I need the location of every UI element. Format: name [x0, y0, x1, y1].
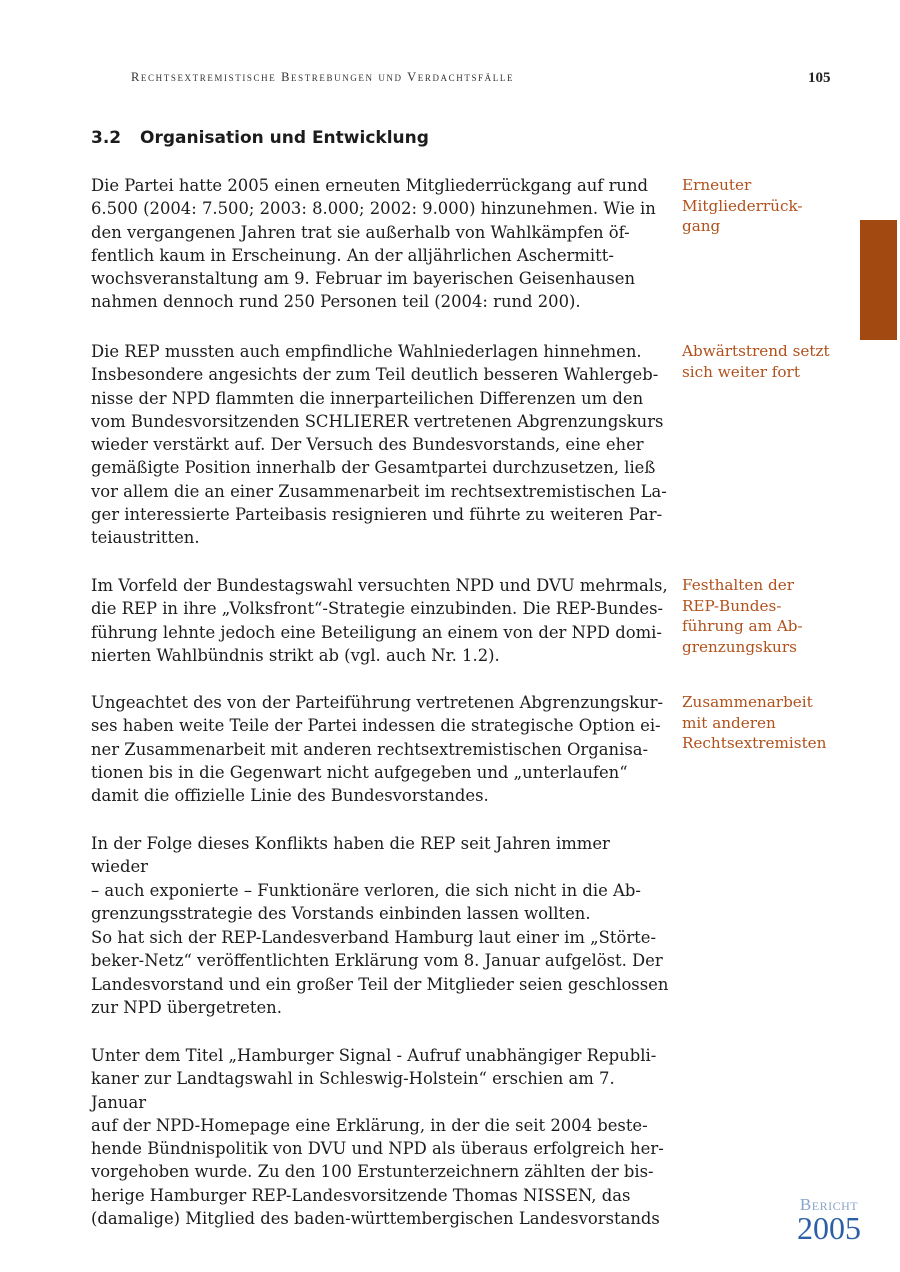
section-number: 3.2	[91, 128, 122, 148]
report-logo-label: Bericht	[799, 1195, 859, 1214]
margin-note-cooperation: Zusammenarbeit mit anderen Rechtsextremisten	[682, 693, 827, 752]
paragraph-hamburger-signal: Unter dem Titel „Hamburger Signal - Aufruf unabhängiger Republi- kaner zur Landtagswahl in Schleswig-Holstein“ erschien am 7. Januar auf der NPD-Homepage eine Erklärung, in der die seit 2004 beste- hende Bündnispolitik von DVU und NPD als überaus erfolgreich her- vorgehoben wurde. Zu den 100 Erstunterzeichnern zählten der bis- herige Hamburger REP-Landesvorsitzende Thomas NISSEN, das (damalige) Mitglied des baden-württembergischen Landesvorstands	[91, 1046, 664, 1229]
margin-note-demarcation-course: Festhalten der REP-Bundes- führung am Ab- grenzungskurs	[682, 576, 803, 656]
paragraph-volksfront-strategy: Im Vorfeld der Bundestagswahl versuchten NPD und DVU mehrmals, die REP in ihre „Volksfront“-Strategie einzubinden. Die REP-Bundes- führung lehnte jedoch eine Beteiligung an einem von der NPD domi- nierten Wahlbündnis strikt ab (vgl. auch Nr. 1.2).	[91, 576, 668, 665]
page-number: 105	[808, 70, 831, 86]
paragraph-membership-decline: Die Partei hatte 2005 einen erneuten Mitgliederrückgang auf rund 6.500 (2004: 7.500; 2003: 8.000; 2002: 9.000) hinzunehmen. Wie in den vergangenen Jahren trat sie außerhalb von Wahlkämpfen öf- fentlich kaum in Erscheinung. An der alljährlichen Aschermitt- wochsveranstaltung am 9. Februar im bayerischen Geisenhausen nahmen dennoch rund 250 Personen teil (2004: rund 200).	[91, 176, 656, 312]
paragraph-cooperation-option: Ungeachtet des von der Parteiführung vertretenen Abgrenzungskur- ses haben weite Teile der Partei indessen die strategische Option ei- ner Zusammenarbeit mit anderen rechtsextremistischen Organisa- tionen bis in die Gegenwart nicht aufgegeben und „unterlaufen“ damit die offizielle Linie des Bundesvorstandes.	[91, 693, 664, 806]
paragraph-election-defeats: Die REP mussten auch empfindliche Wahlniederlagen hinnehmen. Insbesondere angesichts der zum Teil deutlich besseren Wahlergeb- nisse der NPD flammten die innerparteilichen Differenzen um den vom Bundesvorsitzenden SCHLIERER vertretenen Abgrenzungskurs wieder verstärkt auf. Der Versuch des Bundesvorstands, eine eher gemäßigte Position innerhalb der Gesamtpartei durchzusetzen, ließ vor allem die an einer Zusammenarbeit im rechtsextremistischen La- ger interessierte Parteibasis resignieren und führte zu weiteren Par- teiaustritten.	[91, 342, 667, 548]
report-logo	[797, 1196, 861, 1244]
report-logo-year: 2005	[797, 1210, 861, 1246]
section-title: Organisation und Entwicklung	[140, 128, 429, 148]
chapter-side-tab	[860, 220, 897, 340]
running-header: Rechtsextremistische Bestrebungen und Verdachtsfälle	[131, 70, 515, 84]
margin-note-downward-trend: Abwärtstrend setzt sich weiter fort	[682, 342, 830, 381]
paragraph-lost-functionaries: In der Folge dieses Konflikts haben die REP seit Jahren immer wieder – auch exponierte – Funktionäre verloren, die sich nicht in die Ab- grenzungsstrategie des Vorstands einbinden lassen wollten.	[91, 834, 641, 923]
margin-note-membership-decline: Erneuter Mitgliederrück- gang	[682, 176, 803, 235]
section-heading	[91, 128, 429, 148]
paragraph-hamburg-dissolution: So hat sich der REP-Landesverband Hamburg laut einer im „Störte- beker-Netz“ veröffentlichten Erklärung vom 8. Januar aufgelöst. Der Landesvorstand und ein großer Teil der Mitglieder seien geschlossen zur NPD übergetreten.	[91, 928, 669, 1017]
